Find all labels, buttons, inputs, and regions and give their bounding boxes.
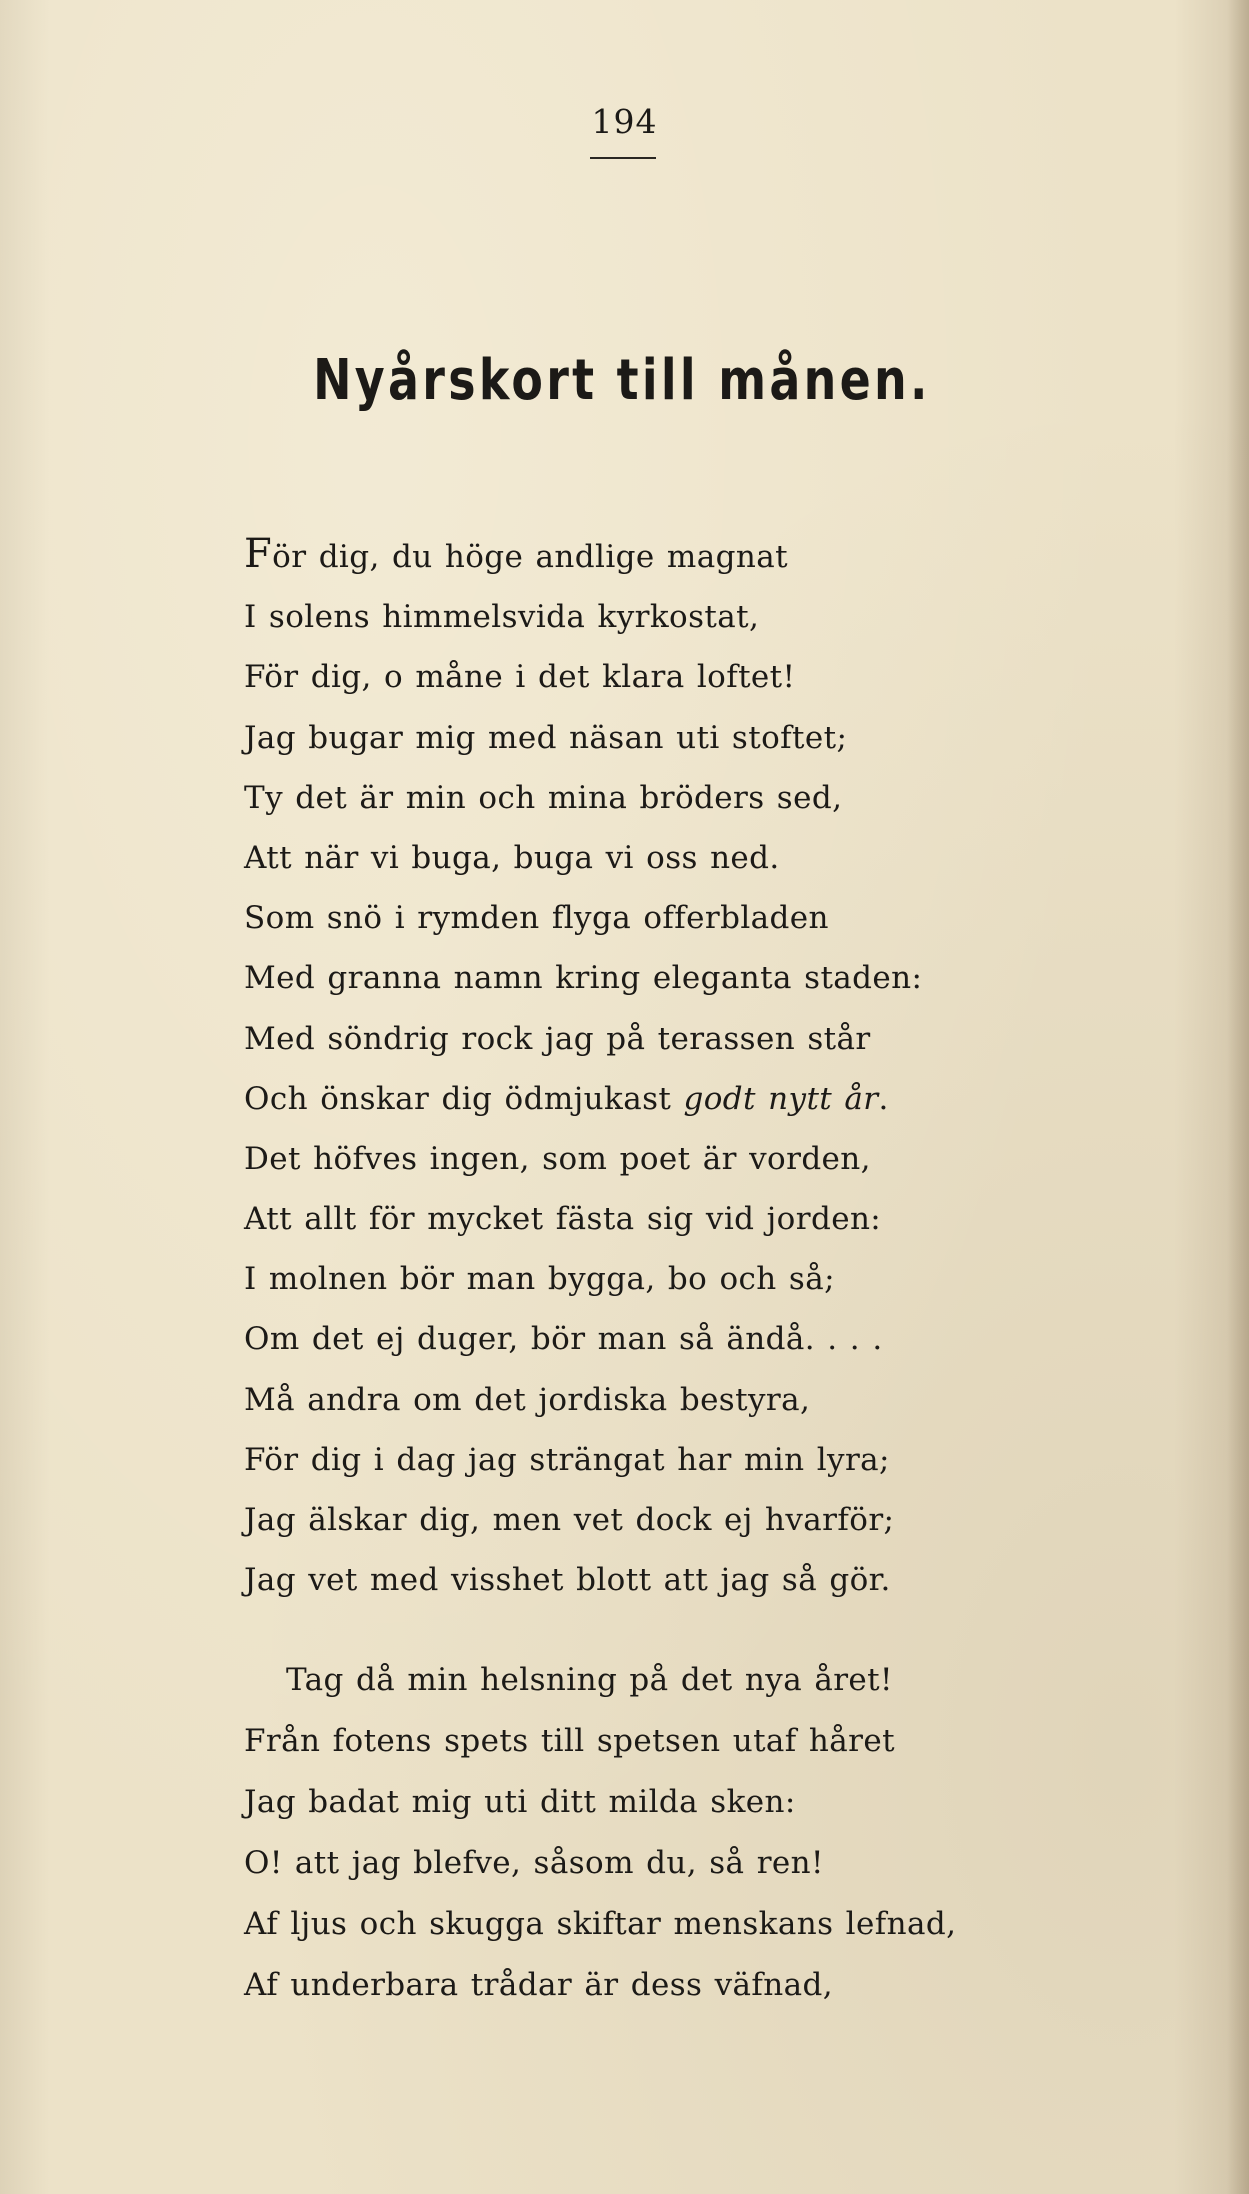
stanza-2	[244, 1650, 1124, 2016]
poem-line-11: Det höfves ingen, som poet är vorden,	[244, 1140, 871, 1177]
poem-line-text: ör dig, du höge andlige magnat	[272, 539, 788, 575]
poem-line-punctuation: .	[878, 1080, 889, 1117]
poem-line-16: För dig i dag jag strängat har min lyra;	[244, 1441, 890, 1478]
page-number-rule	[590, 157, 656, 159]
poem-line-10	[244, 1069, 1124, 1129]
initial-letter: F	[244, 531, 273, 577]
poem-line-1	[244, 527, 1124, 587]
poem-line-8: Med granna namn kring eleganta staden:	[244, 960, 923, 997]
poem-title: Nyårskort till månen.	[313, 348, 931, 413]
poem-line-22: O! att jag blefve, såsom du, så ren!	[244, 1845, 824, 1881]
poem-line-15: Må andra om det jordiska bestyra,	[244, 1381, 811, 1418]
page-spine-shadow	[1227, 0, 1249, 2194]
poem-line-4: Jag bugar mig med näsan uti stoftet;	[244, 719, 848, 756]
poem-line-23: Af ljus och skugga skiftar menskans lefnad,	[244, 1906, 957, 1942]
poem-line-19: Tag då min helsning på det nya året!	[286, 1662, 893, 1698]
italic-phrase: godt nytt år	[683, 1080, 879, 1117]
page-number: 194	[591, 102, 658, 141]
poem-line-7: Som snö i rymden flyga offerbladen	[244, 900, 829, 937]
poem-line-13: I molnen bör man bygga, bo och så;	[244, 1261, 835, 1298]
poem-line-18: Jag vet med visshet blott att jag så gör.	[244, 1562, 891, 1599]
poem-line-14: Om det ej duger, bör man så ändå. . . .	[244, 1321, 883, 1358]
poem-line-21: Jag badat mig uti ditt milda sken:	[244, 1784, 796, 1820]
poem-line-12: Att allt för mycket fästa sig vid jorden:	[244, 1201, 882, 1238]
stanza-1	[244, 527, 1124, 1610]
poem-line-20: Från fotens spets till spetsen utaf håret	[244, 1723, 896, 1759]
poem-line-2: I solens himmelsvida kyrkostat,	[244, 599, 760, 636]
poem-line-text: Och önskar dig ödmjukast	[244, 1080, 684, 1117]
poem-line-17: Jag älskar dig, men vet dock ej hvarför;	[244, 1502, 895, 1538]
poem-line-5: Ty det är min och mina bröders sed,	[244, 779, 843, 816]
poem-line-6: Att när vi buga, buga vi oss ned.	[244, 839, 780, 876]
poem-line-9: Med söndrig rock jag på terassen står	[244, 1020, 871, 1057]
poem-line-3: För dig, o måne i det klara loftet!	[244, 659, 796, 696]
poem-line-24: Af underbara trådar är dess väfnad,	[244, 1967, 833, 2003]
